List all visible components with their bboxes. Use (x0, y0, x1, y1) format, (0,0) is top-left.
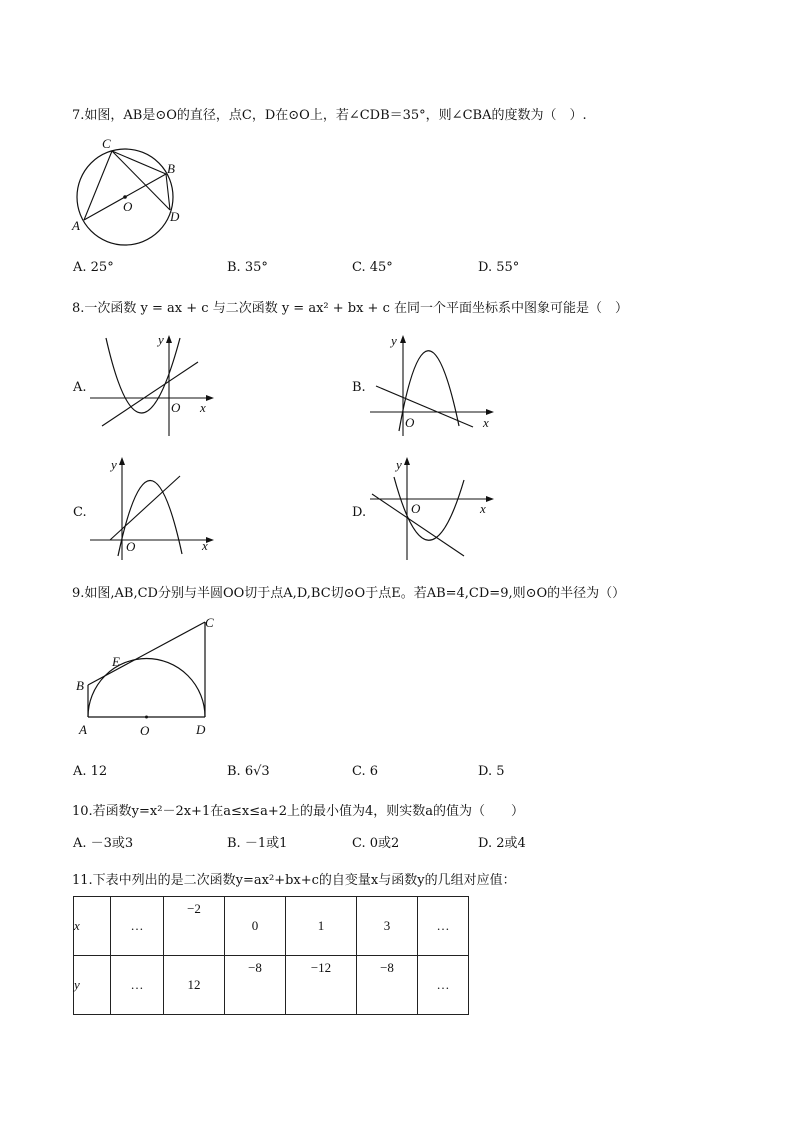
table-cell: −8 (357, 956, 418, 1015)
q7-label-c: C (102, 136, 111, 151)
q9-semicircle (88, 659, 205, 718)
q9-semicircle-figure (70, 610, 230, 740)
q8c-origin-label: O (126, 539, 136, 554)
q10-option-a[interactable]: A. －3或3 (73, 836, 134, 851)
table-row (74, 956, 469, 1015)
q8b-y-label: y (391, 333, 397, 348)
q7-label-b: B (167, 161, 175, 176)
q7-option-a[interactable]: A. 25° (73, 260, 114, 275)
q11-value-table (73, 896, 469, 1015)
q7-label-d: D (170, 209, 180, 224)
q8d-y-label: y (396, 457, 402, 472)
question-8-text: 8.一次函数 y = ax + c 与二次函数 y = ax² + bx + c 在同一个平面坐标系中图象可能是（ ） (72, 301, 628, 316)
q10-option-d[interactable]: D. 2或4 (478, 836, 526, 851)
q8a-y-label: y (158, 332, 164, 347)
q8a-x-label: x (200, 400, 206, 415)
q7-option-c[interactable]: C. 45° (352, 260, 393, 275)
table-cell: 0 (225, 897, 286, 956)
q8d-parabola (394, 477, 464, 540)
q8-graph-d (368, 452, 498, 564)
q8-option-a[interactable]: A. (73, 380, 87, 395)
table-cell: 3 (357, 897, 418, 956)
q8-graph-b (368, 330, 498, 440)
q7-label-a: A (72, 218, 80, 233)
q8-option-c[interactable]: C. (73, 505, 87, 520)
q10-option-b[interactable]: B. －1或1 (227, 836, 288, 851)
table-cell: x (74, 897, 111, 956)
table-cell: −12 (286, 956, 357, 1015)
q9-label-a: A (79, 722, 87, 737)
q7-circle-figure (66, 132, 196, 252)
question-9-text: 9.如图,AB,CD分别与半圆OO切于点A,D,BC切⊙O于点E。若AB=4,CD=9,则⊙O的半径为（） (72, 586, 626, 601)
q9-option-b[interactable]: B. 6√3 (227, 764, 270, 779)
table-cell: … (111, 956, 164, 1015)
q8d-x-label: x (480, 501, 486, 516)
q8-option-d[interactable]: D. (352, 505, 367, 520)
table-cell: … (111, 897, 164, 956)
q8-graph-a (88, 330, 218, 440)
table-cell: y (74, 956, 111, 1015)
table-cell: … (418, 897, 469, 956)
table-cell: −8 (225, 956, 286, 1015)
table-cell: … (418, 956, 469, 1015)
q8-graph-c (88, 452, 218, 564)
q8-option-b[interactable]: B. (352, 380, 366, 395)
q8c-x-label: x (202, 538, 208, 553)
q9-label-d: D (196, 722, 206, 737)
q8a-line (102, 362, 198, 426)
q10-option-c[interactable]: C. 0或2 (352, 836, 400, 851)
q8c-y-label: y (111, 457, 117, 472)
q9-center-dot (145, 716, 148, 719)
q8b-x-label: x (483, 415, 489, 430)
q8b-line (376, 386, 473, 427)
table-row (74, 897, 469, 956)
q8d-origin-label: O (411, 501, 421, 516)
q7-label-o: O (123, 199, 133, 214)
q8a-origin-label: O (171, 400, 181, 415)
q7-option-b[interactable]: B. 35° (227, 260, 268, 275)
q8b-origin-label: O (405, 415, 415, 430)
q9-label-c: C (205, 615, 214, 630)
q7-chord-cd (112, 151, 170, 210)
q9-label-o: O (140, 723, 150, 738)
q9-option-c[interactable]: C. 6 (352, 764, 379, 779)
table-cell: 12 (164, 956, 225, 1015)
q7-option-d[interactable]: D. 55° (478, 260, 520, 275)
q9-label-b: B (76, 678, 84, 693)
q9-option-a[interactable]: A. 12 (73, 764, 108, 779)
table-cell: 1 (286, 897, 357, 956)
q7-chord-ac (84, 151, 112, 220)
question-10-text: 10.若函数y=x²－2x+1在a≤x≤a+2上的最小值为4，则实数a的值为（ ） (72, 804, 525, 819)
q9-label-e: E (112, 654, 120, 669)
question-11-text: 11.下表中列出的是二次函数y=ax²+bx+c的自变量x与函数y的几组对应值： (72, 873, 516, 888)
q9-option-d[interactable]: D. 5 (478, 764, 505, 779)
question-7-text: 7.如图，AB是⊙O的直径，点C，D在⊙O上，若∠CDB＝35°，则∠CBA的度数为（ ）. (72, 108, 587, 123)
table-cell: −2 (164, 897, 225, 956)
